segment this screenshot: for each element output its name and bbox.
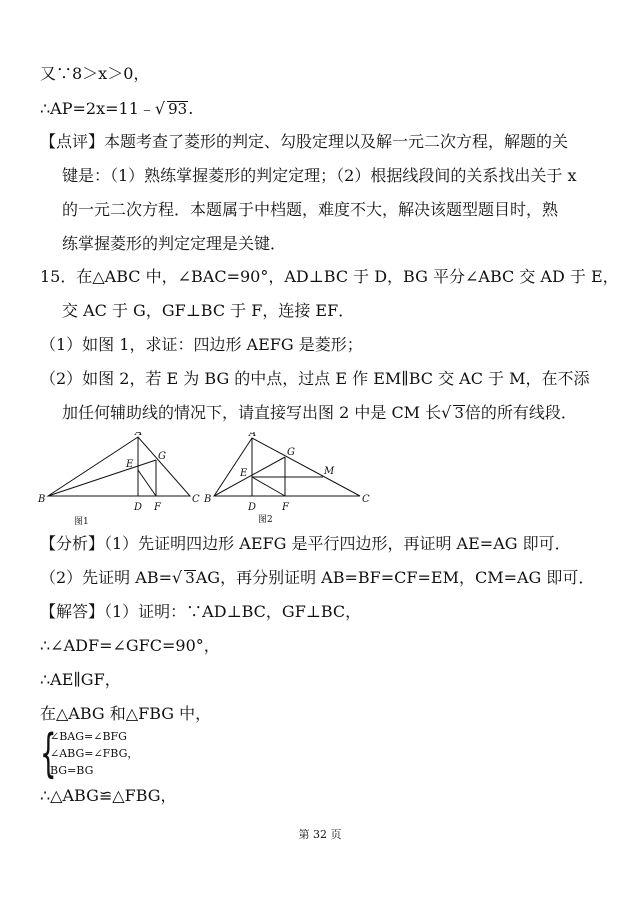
analysis-line: 【分析】（1）先证明四边形 AEFG 是平行四边形，再证明 AE=AG 即可． (40, 534, 571, 553)
figure-2-caption: 图2 (258, 515, 273, 525)
segment-ef (138, 470, 156, 496)
label-g: G (287, 447, 295, 458)
comment-line: 练掌握菱形的判定定理是关键． (62, 234, 287, 253)
label-c: C (362, 494, 370, 505)
label-b: B (204, 494, 212, 505)
question-line: （2）如图 2，若 E 为 BG 的中点，过点 E 作 EM∥BC 交 AC 于 M，在不添 (40, 369, 590, 388)
analysis-text: AG，再分别证明 AB=BF=CF=EM，CM=AG 即可． (195, 568, 595, 587)
question-line (62, 402, 577, 424)
comment-line: 的一元二次方程．本题属于中档题，难度不大，解决该题型题目时，熟 (62, 200, 559, 219)
answer-line: ∴△ABG≌△FBG， (40, 786, 177, 805)
question-text: 倍的所有线段． (464, 403, 577, 422)
label-g: G (158, 451, 166, 462)
answer-line: 【解答】（1）证明：∵AD⊥BC，GF⊥BC， (40, 602, 362, 621)
question-line: 15．在△ABC 中，∠BAC=90°，AD⊥BC 于 D，BG 平分∠ABC 交 AD 于 E， (40, 267, 619, 286)
figure-1-caption: 图1 (74, 517, 89, 527)
radicand: 3 (454, 404, 464, 422)
label-d: D (134, 502, 143, 513)
sqrt-icon: √ (154, 99, 166, 118)
sqrt-icon: √ (172, 568, 183, 587)
label-b: B (38, 494, 46, 505)
system-row: ∠BAG=∠BFG (50, 730, 127, 743)
label-m: M (324, 466, 335, 477)
radicand: 3 (185, 569, 195, 587)
label-e: E (240, 468, 248, 479)
formula-text: ∴AP=2x=11﹣ (40, 99, 155, 118)
formula-text: . (188, 99, 194, 118)
radicand: 93 (168, 100, 188, 118)
answer-line: ∴∠ADF=∠GFC=90°， (40, 636, 220, 655)
question-line: （1）如图 1，求证：四边形 AEFG 是菱形； (40, 335, 363, 354)
analysis-text: （2）先证明 AB= (40, 568, 172, 587)
label-d: D (248, 502, 257, 513)
text-line: 又∵8＞x＞0， (40, 64, 150, 83)
label-c: C (192, 494, 200, 505)
segment-ef (252, 477, 285, 496)
figure-1 (36, 432, 206, 532)
label-f: F (154, 502, 161, 513)
figure-1-diagram (36, 432, 206, 528)
left-brace-icon: { (40, 724, 57, 784)
label-e: E (126, 459, 134, 470)
segment-bg (48, 460, 156, 496)
answer-line: ∴AE∥GF， (40, 670, 121, 689)
question-line: 交 AC 于 G，GF⊥BC 于 F，连接 EF． (62, 301, 355, 320)
analysis-line (40, 567, 594, 589)
comment-line: 键是：（1）熟练掌握菱形的判定定理；（2）根据线段间的关系找出关于 x (62, 166, 577, 185)
page-footer: 第 32 页 (298, 828, 342, 841)
question-text: 加任何辅助线的情况下，请直接写出图 2 中是 CM 长 (62, 403, 442, 422)
answer-line: 在△ABG 和△FBG 中， (40, 704, 212, 723)
figure-2-diagram (200, 432, 375, 528)
label-f: F (282, 502, 289, 513)
triangle-abc (48, 437, 190, 496)
formula-line (40, 98, 193, 120)
figure-2 (200, 432, 375, 532)
system-row: BG=BG (50, 764, 94, 777)
comment-line: 【点评】本题考查了菱形的判定、勾股定理以及解一元二次方程，解题的关 (40, 132, 569, 151)
system-row: ∠ABG=∠FBG， (50, 747, 139, 760)
sqrt-icon: √ (441, 403, 452, 422)
label-a: A (135, 432, 143, 438)
label-a: A (249, 432, 257, 439)
equation-system (40, 724, 139, 784)
